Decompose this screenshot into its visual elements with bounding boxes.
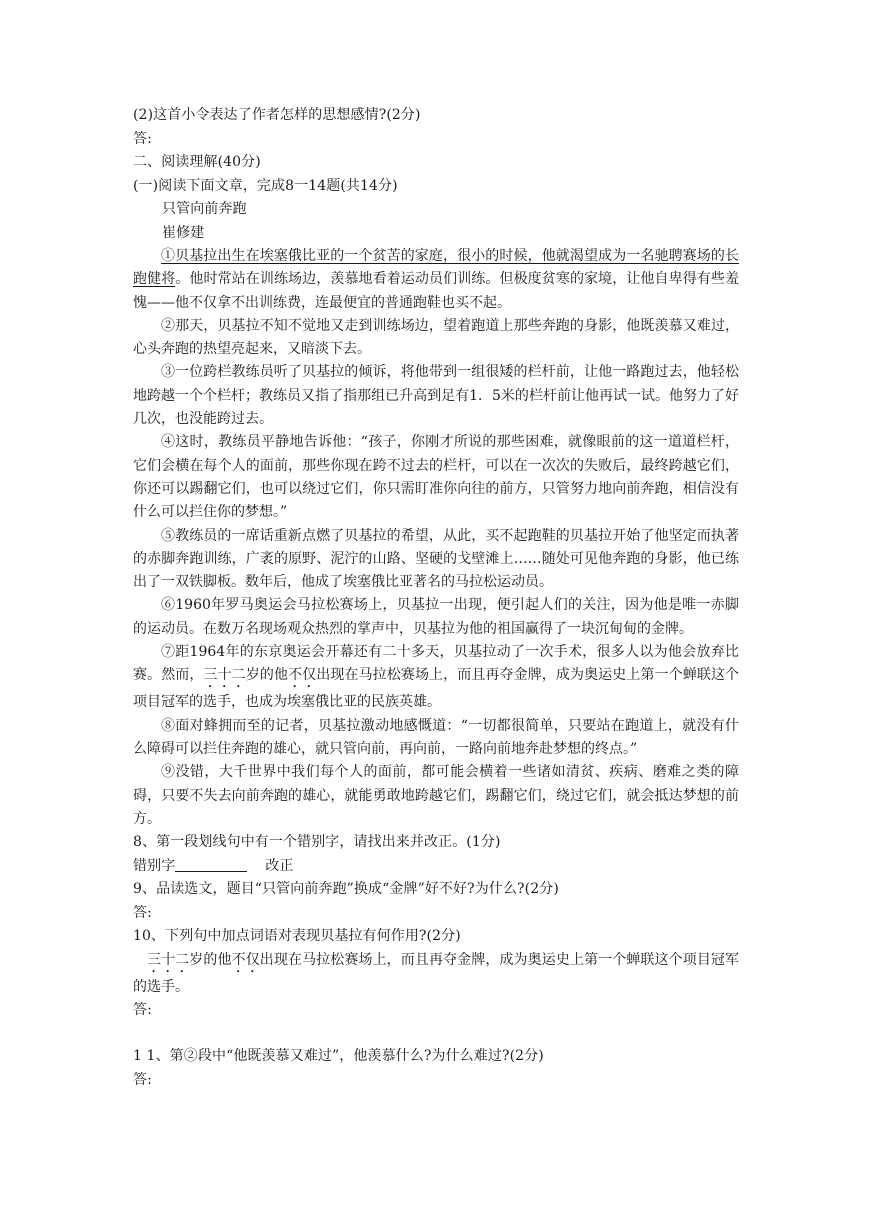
question-10: 10、下列句中加点词语对表现贝基拉有何作用?(2分) (133, 928, 461, 945)
answer-label: 答: (133, 904, 152, 921)
paragraph-1 (133, 245, 739, 315)
paragraph-7-part-c: 出现在马拉松赛场上，而且再夺金牌，成为奥运史上第一个蝉联这个项目冠军的选手，也成为埃塞俄比亚的民族英雄。 (133, 667, 740, 711)
dotted-word-bujin: 不仅 (231, 951, 260, 968)
answer-label: 答: (133, 1071, 152, 1088)
question-8-answer-row (133, 855, 739, 879)
paragraph-5: ⑤教练员的一席话重新点燃了贝基拉的希望，从此，买不起跑鞋的贝基拉开始了他坚定而执著的赤脚奔跑训练，广袤的原野、泥泞的山路、坚硬的戈壁滩上……随处可见他奔跑的身影，他已练出了一双铁脚板。数年后，他成了埃塞俄比亚著名的马拉松运动员。 (133, 527, 739, 591)
paragraph-6: ⑥1960年罗马奥运会马拉松赛场上，贝基拉一出现，便引起人们的关注，因为他是唯一赤脚的运动员。在数万名现场观众热烈的掌声中，贝基拉为他的祖国赢得了一块沉甸甸的金牌。 (133, 597, 739, 637)
answer-label: 答: (133, 1001, 152, 1018)
paragraph-2: ②那天，贝基拉不知不觉地又走到训练场边，望着跑道上那些奔跑的身影，他既羡慕又难过，心头奔跑的热望亮起来，又暗淡下去。 (133, 317, 739, 358)
paragraph-9: ⑨没错，大千世界中我们每个人的面前，都可能会横着一些诸如清贫、疾病、磨难之类的障碍，只要不失去向前奔跑的雄心，就能勇敢地跨越它们，踢翻它们，绕过它们，就会抵达梦想的前方。 (133, 764, 739, 827)
dotted-word-age: 三十二 (203, 667, 246, 684)
article-title: 只管向前奔跑 (162, 201, 247, 217)
paragraph-7-part-b: 岁的他 (245, 667, 289, 684)
dotted-word-bujin: 不仅 (288, 667, 317, 684)
question-10-quote (133, 949, 739, 999)
question-7-2: (2)这首小令表达了作者怎样的思想感情?(2分) (133, 107, 421, 123)
question-9: 9、品读选文，题目“只管向前奔跑”换成“金牌”好不好?为什么?(2分) (133, 881, 559, 898)
paragraph-7-part-a: ⑦距1964年的东京奥运会开幕还有二十多天，贝基拉动了一次手术，很多人以为他会放弃比赛。然而， (133, 644, 739, 684)
spacer (133, 1022, 739, 1045)
document-page (133, 104, 739, 1092)
paragraph-7 (133, 641, 739, 715)
quote-part-a: 岁的他 (189, 951, 232, 968)
dotted-word-age: 三十二 (147, 951, 190, 968)
question-8: 8、第一段划线句中有一个错别字，请找出来并改正。(1分) (133, 834, 501, 851)
quote-part-b: 出现在马拉松赛场上，而且再夺金牌，成为奥运史上第一个蝉联这个项目冠军的选手。 (133, 951, 740, 995)
wrong-char-label: 错别字 (133, 857, 176, 874)
underlined-sentence: ①贝基拉出生在埃塞俄比亚的一个贫苦的家庭，很小的时候，他就渴望成为一名驰聘赛场的长跑健将 (133, 248, 739, 288)
article-author: 崔修建 (162, 224, 205, 241)
answer-label: 答: (133, 130, 152, 147)
paragraph-4: ④这时，教练员平静地告诉他：“孩子，你刚才所说的那些困难，就像眼前的这一道道栏杆，它们会横在每个人的面前，那些你现在跨不过去的栏杆，可以在一次次的失败后，最终跨越它们，你还可以踢翻它们，也可以绕过它们，你只需盯准你向往的前方，只管努力地向前奔跑，相信没有什么可以拦住你的梦想。” (133, 434, 739, 521)
correction-label: 改正 (265, 857, 294, 874)
section-2-title: 二、阅读理解(40分) (133, 154, 261, 170)
paragraph-8: ⑧面对蜂拥而至的记者，贝基拉激动地感慨道：“一切都很简单，只要站在跑道上，就没有什么障碍可以拦住奔跑的雄心，就只管向前，再向前，一路向前地奔赴梦想的终点。” (133, 717, 739, 757)
part-1-intro: (一)阅读下面文章，完成8一14题(共14分) (133, 177, 398, 194)
paragraph-3: ③一位跨栏教练员听了贝基拉的倾诉，将他带到一组很矮的栏杆前，让他一路跑过去，他轻松地跨越一个个栏杆；教练员又指了指那组已升高到足有1．5米的栏杆前让他再试一试。他努力了好几次，也没能跨过去。 (133, 364, 739, 428)
paragraph-1-rest: 。他时常站在训练场边，羡慕地看着运动员们训练。但极度贫寒的家境，让他自卑得有些羞愧——他不仅拿不出训练费，连最便宜的普通跑鞋也买不起。 (133, 271, 740, 311)
question-11: 1 1、第②段中“他既羡慕又难过”，他羡慕什么?为什么难过?(2分) (133, 1048, 544, 1065)
wrong-char-blank[interactable] (175, 857, 247, 872)
